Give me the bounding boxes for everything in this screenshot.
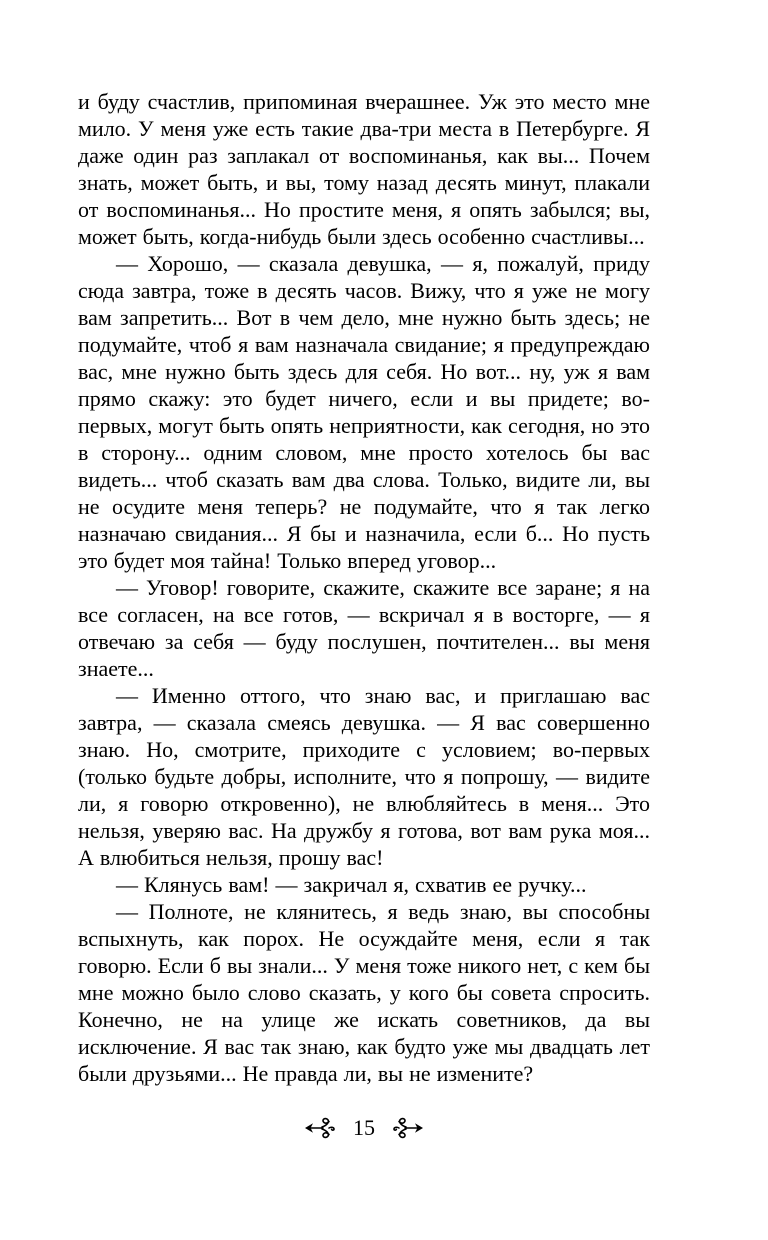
fleuron-left-icon <box>303 1116 337 1140</box>
paragraph: — Клянусь вам! — закричал я, схватив ее ручку... <box>116 872 587 897</box>
paragraph: — Хорошо, — сказала девушка, — я, пожалуй, приду сюда завтра, тоже в десять часов. Вижу, что я уже не могу вам запретить... Вот в чем дело, мне нужно быть здесь; не подумайте, чтоб я вам назначала свидание; я предупреждаю вас, мне нужно быть здесь для себя. Но вот... ну, уж я вам прямо скажу: это будет ничего, если и вы придете; во-первых, могут быть опять неприятности, как сегодня, но это в сторону... одним словом, мне просто хотелось бы вас видеть... чтоб сказать вам два слова. Только, видите ли, вы не осудите меня теперь? не подумайте, что я так легко назначаю свидания... Я бы и назначила, если б... Но пусть это будет моя тайна! Только вперед уговор... <box>78 251 650 573</box>
paragraph: и буду счастлив, припоминая вчерашнее. Уж это место мне мило. У меня уже есть такие два-три места в Петербурге. Я даже один раз заплакал от воспоминанья, как вы... Почем знать, может быть, и вы, тому назад десять минут, плакали от воспоминанья... Но простите меня, я опять забылся; вы, может быть, когда-нибудь были здесь особенно счастливы... <box>78 89 650 249</box>
paragraph: — Именно оттого, что знаю вас, и приглашаю вас завтра, — сказала смеясь девушка. — Я вас совершенно знаю. Но, смотрите, приходите с условием; во-первых (только будьте добры, исполните, что я попрошу, — видите ли, я говорю откровенно), не влюбляйтесь в меня... Это нельзя, уверяю вас. На дружбу я готова, вот вам рука моя... А влюбиться нельзя, прошу вас! <box>78 683 650 870</box>
paragraph: — Полноте, не клянитесь, я ведь знаю, вы способны вспыхнуть, как порох. Не осуждайте меня, если я так говорю. Если б вы знали... У меня тоже никого нет, с кем бы мне можно было слово сказать, у кого бы совета спросить. Конечно, не на улице же искать советников, да вы исключение. Я вас так знаю, как будто уже мы двадцать лет были друзьями... Не правда ли, вы не измените? <box>78 899 650 1086</box>
page-number: 15 <box>353 1115 375 1140</box>
page-footer <box>78 1114 650 1141</box>
paragraph: — Уговор! говорите, скажите, скажите все заране; я на все согласен, на все готов, — вскричал я в восторге, — я отвечаю за себя — буду послушен, почтителен... вы меня знаете... <box>78 575 650 681</box>
body-text <box>78 88 650 1087</box>
fleuron-right-icon <box>391 1116 425 1140</box>
